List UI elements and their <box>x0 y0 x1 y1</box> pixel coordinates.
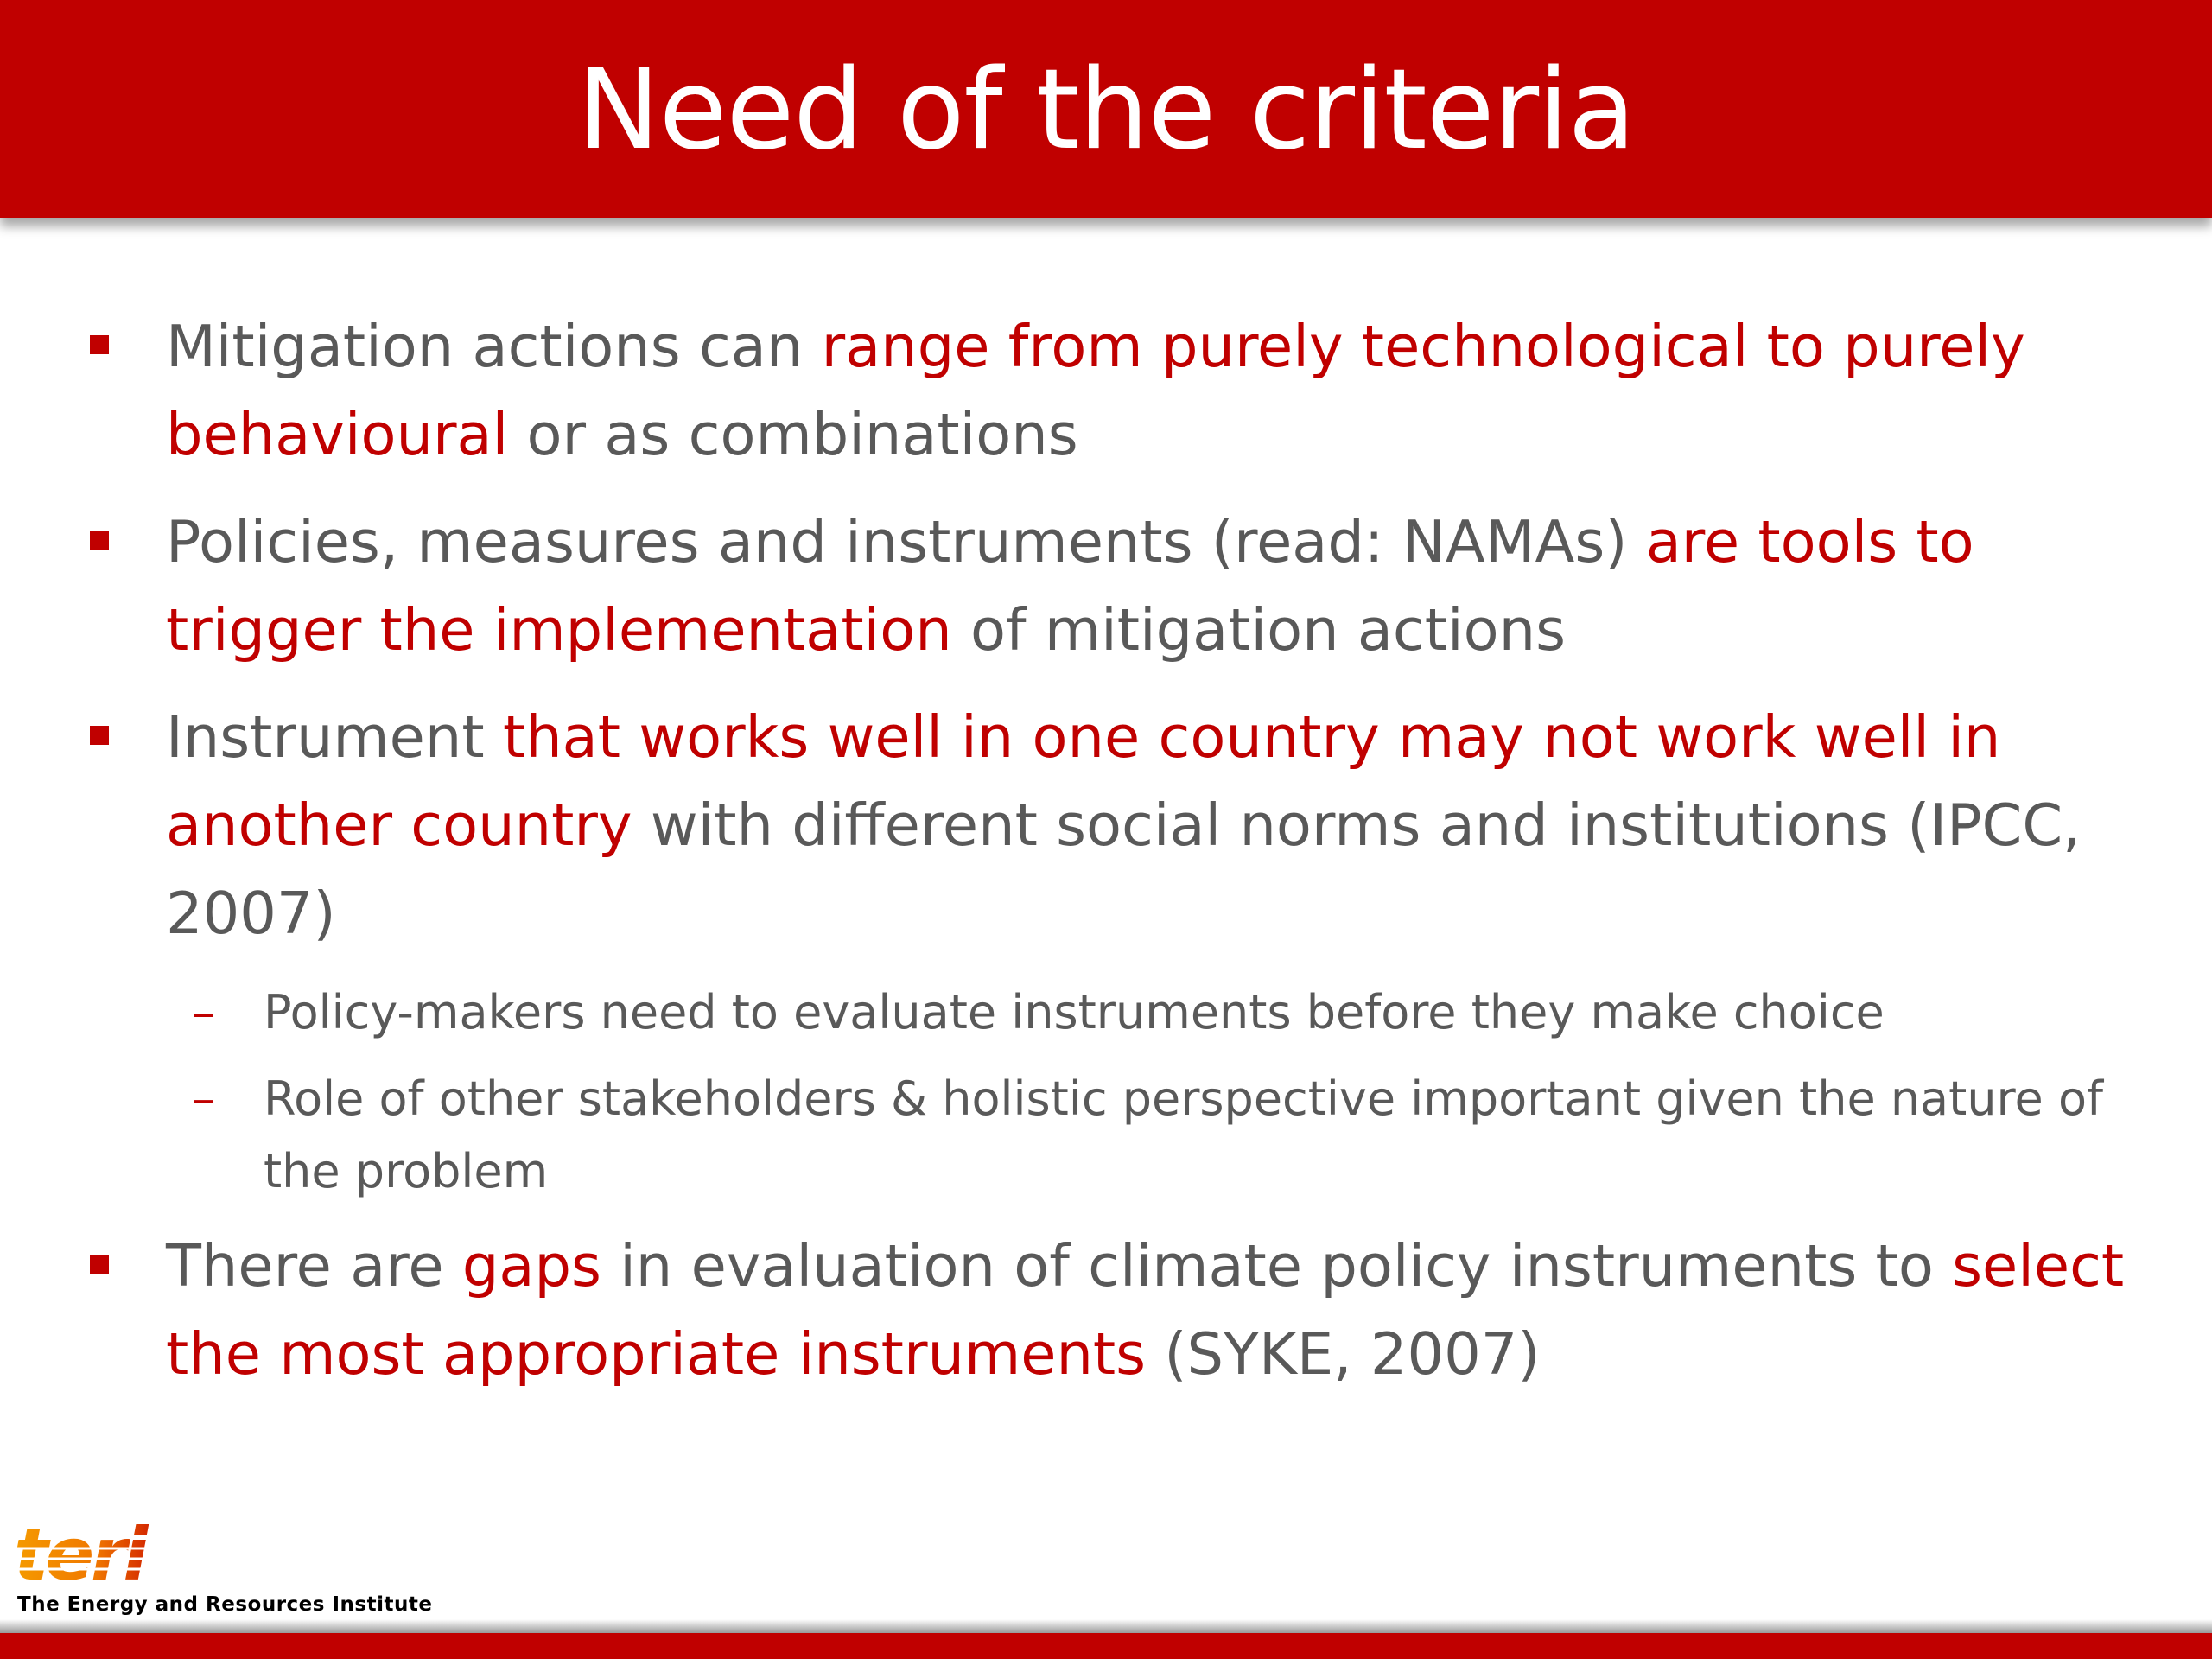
square-bullet-icon <box>90 335 109 354</box>
plain-text: Mitigation actions can <box>166 313 822 380</box>
sub-bullet-item <box>0 976 2212 1049</box>
sub-bullet-item <box>0 1063 2212 1208</box>
bullet-item <box>0 302 2212 479</box>
teri-logo <box>10 1522 607 1618</box>
highlighted-text: select the most appropriate instruments <box>166 1232 2125 1388</box>
square-bullet-icon <box>90 1255 109 1274</box>
bullet-text <box>166 313 2025 468</box>
teri-wordmark-icon <box>10 1522 270 1592</box>
highlighted-text: gaps <box>461 1232 601 1300</box>
plain-text: Policies, measures and instruments (read: NAMAs) <box>166 508 1646 575</box>
plain-text: in evaluation of climate policy instruments to <box>601 1232 1953 1300</box>
plain-text: (SYKE, 2007) <box>1146 1320 1541 1388</box>
logo-tagline: The Energy and Resources Institute <box>17 1593 433 1616</box>
bullet-item <box>0 693 2212 957</box>
plain-text: There are <box>166 1232 462 1300</box>
bullet-item <box>0 498 2212 674</box>
sub-bullet-text: Policy-makers need to evaluate instruments before they make choice <box>264 985 1885 1039</box>
plain-text: of mitigation actions <box>951 596 1566 664</box>
teri-wordmark: teri <box>14 1522 145 1592</box>
sub-bullet-text: Role of other stakeholders & holistic perspective important given the nature of the problem <box>264 1071 2103 1198</box>
highlighted-text: range from purely technological to purely behavioural <box>166 313 2025 468</box>
bullet-text <box>166 508 1974 664</box>
bullet-text <box>166 703 2081 947</box>
slide-title: Need of the criteria <box>576 46 1636 175</box>
square-bullet-icon <box>90 531 109 550</box>
title-bar <box>0 0 2212 218</box>
slide-body <box>0 302 2212 1417</box>
plain-text: or as combinations <box>508 401 1078 468</box>
footer-bar <box>0 1633 2212 1659</box>
bullet-text <box>166 1232 2124 1388</box>
dash-bullet-icon: – <box>192 1071 215 1126</box>
footer-shadow <box>0 1619 2212 1633</box>
bullet-item <box>0 1222 2212 1398</box>
highlighted-text: that works well in one country may not work well in another country <box>166 703 2001 859</box>
dash-bullet-icon: – <box>192 985 215 1039</box>
plain-text: Instrument <box>166 703 503 771</box>
highlighted-text: are tools to trigger the implementation <box>166 508 1974 664</box>
plain-text: with different social norms and institutions (IPCC, 2007) <box>166 791 2082 947</box>
square-bullet-icon <box>90 726 109 745</box>
